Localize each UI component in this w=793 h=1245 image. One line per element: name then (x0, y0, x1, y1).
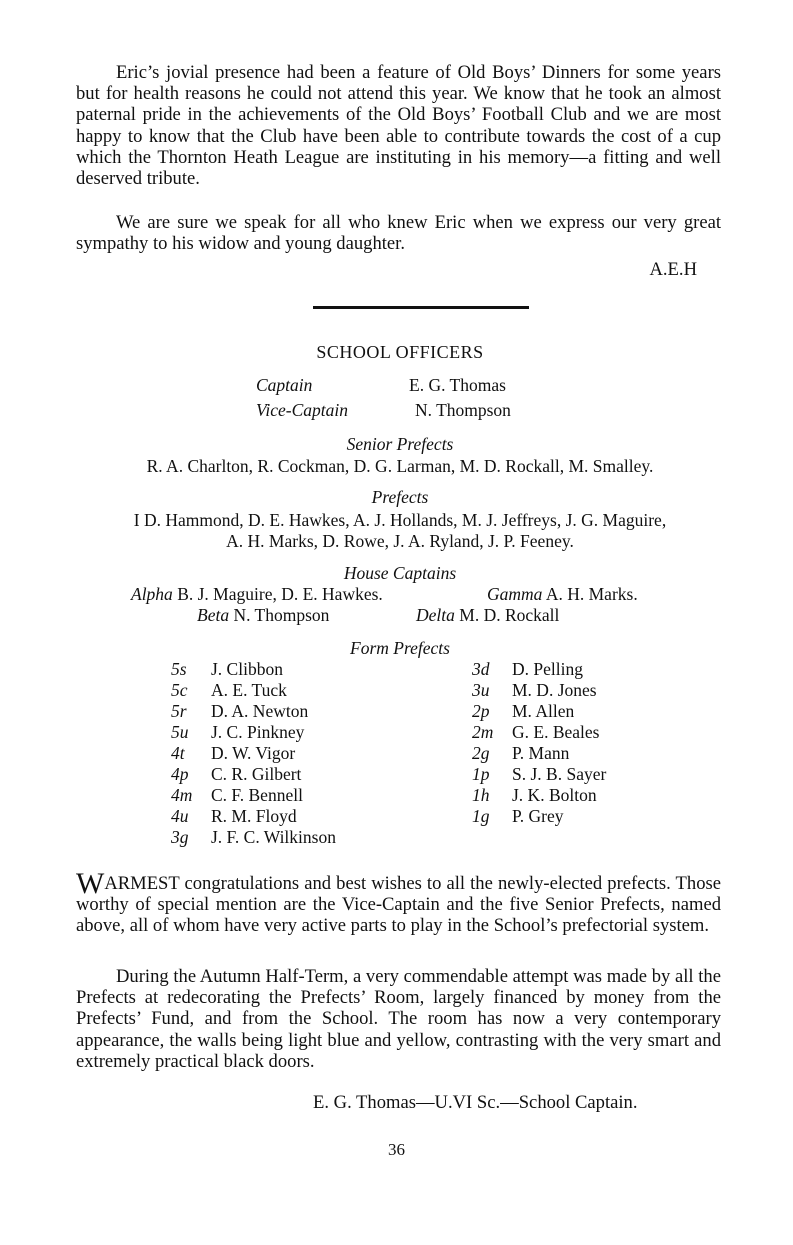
prefects-names-line-1: I D. Hammond, D. E. Hawkes, A. J. Hollands, M. J. Jeffreys, J. G. Maguire, (133, 510, 667, 530)
house-delta (416, 605, 559, 626)
list-item: 4p C. R. Gilbert (171, 764, 302, 784)
prefects-heading: Prefects (371, 487, 429, 507)
page-number: 36 (388, 1140, 405, 1159)
list-item: 5r D. A. Newton (171, 701, 309, 721)
house-alpha-label: Alpha (131, 584, 173, 604)
list-item: 3d D. Pelling (472, 659, 583, 679)
notes-paragraph-2: During the Autumn Half-Term, a very commendable attempt was made by all the Prefects at redecorating the Prefects’ Room, largely financed by money from the Prefects’ Fund, and from the School. The room has now a very contemporary appearance, the walls being light blue and yellow, contrasting with the very smart and extremely practical black doors. (76, 966, 721, 1072)
house-gamma-label: Gamma (487, 584, 543, 604)
form-prefects-heading: Form Prefects (350, 638, 450, 658)
tribute-paragraph-1: Eric’s jovial presence had been a feature of Old Boys’ Dinners for some years but for health reasons he could not attend this year. We know that he took an almost paternal pride in the achievements of the Old Boys’ Football Club and we are most happy to know that the Club have been able to contribute towards the cost of a cup which the Thornton Heath League are instituting in his memory—a fitting and well deserved tribute. (76, 62, 721, 190)
captain-label: Captain (256, 375, 313, 395)
form-prefects-left-column (171, 659, 336, 848)
list-item: 4u R. M. Floyd (171, 806, 297, 826)
list-item: 3u M. D. Jones (472, 680, 597, 700)
list-item: 3g J. F. C. Wilkinson (171, 827, 336, 847)
house-captains-heading: House Captains (343, 563, 457, 583)
drop-cap: W (76, 867, 105, 900)
house-alpha-names: B. J. Maguire, D. E. Hawkes. (177, 584, 383, 604)
school-officers-heading: SCHOOL OFFICERS (316, 342, 484, 362)
list-item: 1h J. K. Bolton (472, 785, 597, 805)
notes-paragraph-1-text: ARMEST congratulations and best wishes to all the newly-elected prefects. Those worthy of special mention are the Vice-Captain and the five Senior Prefects, named above, all of whom have very active parts to play in the School’s prefectorial system. (76, 873, 721, 937)
list-item: 4t D. W. Vigor (171, 743, 296, 763)
list-item: 1g P. Grey (472, 806, 564, 826)
list-item: 1p S. J. B. Sayer (472, 764, 607, 784)
notes-signature: E. G. Thomas—U.VI Sc.—School Captain. (313, 1092, 638, 1113)
list-item: 2m G. E. Beales (472, 722, 600, 742)
form-prefects-right-column (472, 659, 606, 827)
tribute-paragraph-2: We are sure we speak for all who knew Eric when we express our very great sympathy to his widow and young daughter. (76, 212, 721, 255)
list-item: 5s J. Clibbon (171, 659, 283, 679)
list-item: 2p M. Allen (472, 701, 575, 721)
senior-prefects-heading: Senior Prefects (346, 434, 454, 454)
notes-paragraph-1 (76, 867, 721, 937)
tribute-signature: A.E.H (649, 259, 697, 280)
house-gamma-names: A. H. Marks. (545, 584, 638, 604)
house-delta-names: M. D. Rockall (459, 605, 560, 625)
list-item: 5u J. C. Pinkney (171, 722, 305, 742)
vice-captain-row (256, 400, 511, 421)
house-delta-label: Delta (416, 605, 455, 625)
house-gamma (487, 584, 638, 605)
captain-row (256, 375, 506, 396)
list-item: 2g P. Mann (472, 743, 570, 763)
vice-captain-label: Vice-Captain (256, 400, 349, 420)
house-row-alpha-gamma (131, 584, 383, 605)
vice-captain-name: N. Thompson (415, 400, 511, 420)
house-beta (197, 605, 329, 626)
house-beta-label: Beta (197, 605, 230, 625)
list-item: 5c A. E. Tuck (171, 680, 287, 700)
list-item: 4m C. F. Bennell (171, 785, 303, 805)
captain-name: E. G. Thomas (409, 375, 506, 395)
section-divider (313, 306, 529, 309)
house-beta-names: N. Thompson (233, 605, 330, 625)
senior-prefects-names: R. A. Charlton, R. Cockman, D. G. Larman, M. D. Rockall, M. Smalley. (146, 456, 654, 476)
prefects-names-line-2: A. H. Marks, D. Rowe, J. A. Ryland, J. P. Feeney. (226, 531, 574, 551)
